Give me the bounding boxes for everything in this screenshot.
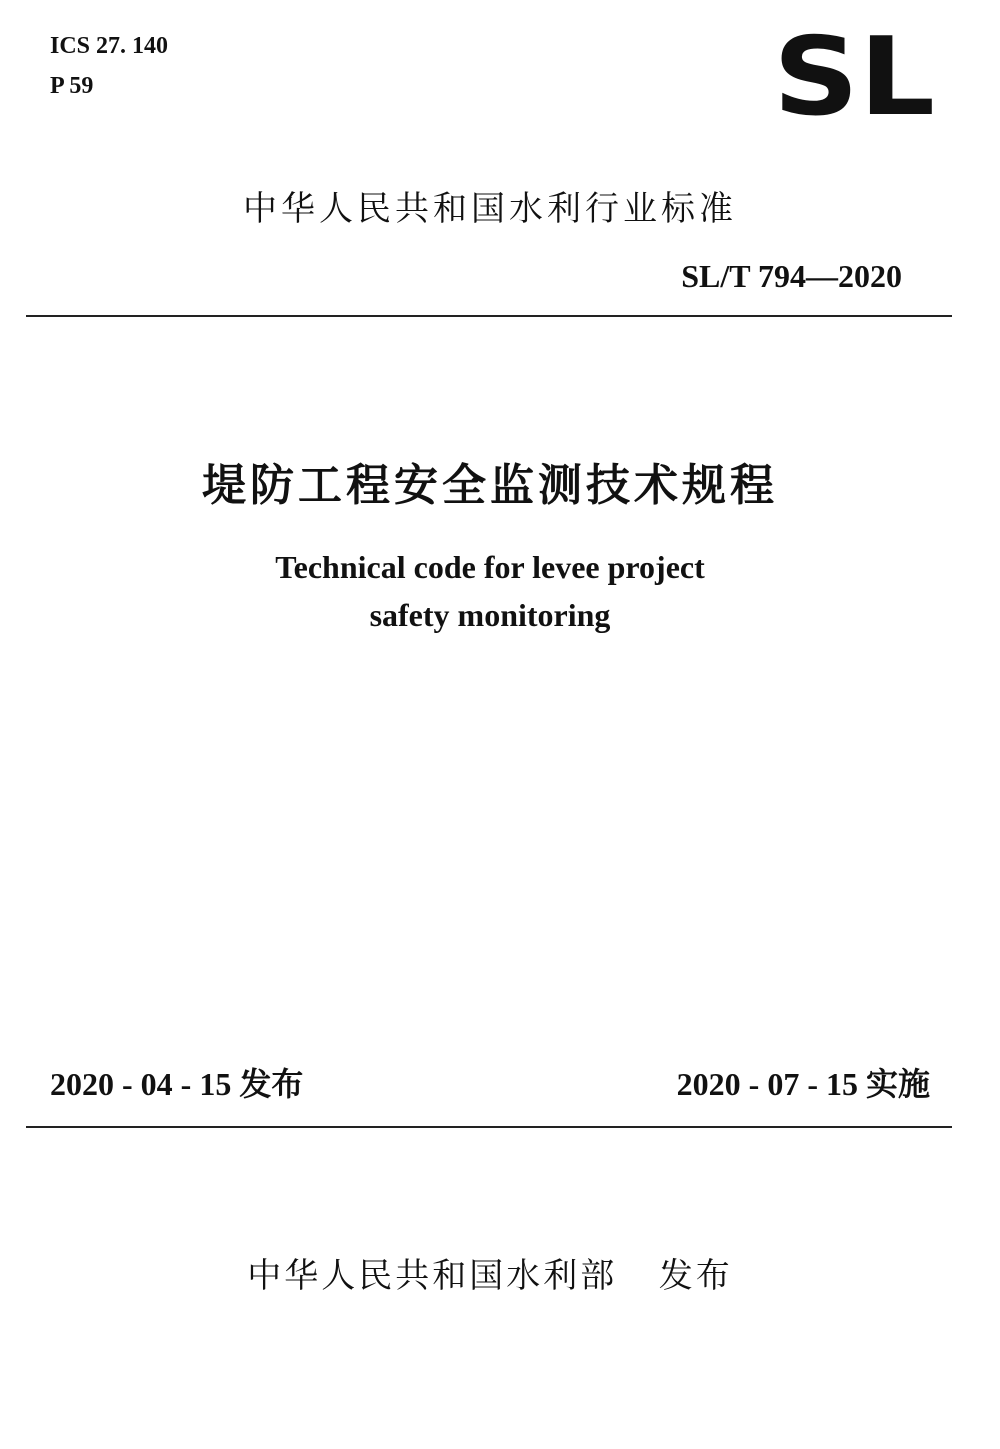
bottom-divider xyxy=(26,1126,952,1128)
sl-logo-text: SL xyxy=(773,32,935,122)
ics-code: ICS 27. 140 xyxy=(50,33,169,59)
title-english xyxy=(0,543,980,639)
sl-logo xyxy=(770,32,938,122)
issue-date: 2020 - 04 - 15 发布 xyxy=(50,1066,304,1102)
title-english-line-1: Technical code for levee project xyxy=(275,549,705,585)
standard-type: 中华人民共和国水利行业标准 xyxy=(243,189,737,229)
implementation-date: 2020 - 07 - 15 实施 xyxy=(676,1066,930,1102)
standard-number: SL/T 794—2020 xyxy=(681,258,902,294)
title-chinese: 堤防工程安全监测技术规程 xyxy=(202,460,778,511)
top-divider xyxy=(26,315,952,317)
title-english-line-2: safety monitoring xyxy=(369,597,611,633)
classification-code: P 59 xyxy=(50,73,94,99)
publisher: 中华人民共和国水利部 发布 xyxy=(247,1256,733,1296)
